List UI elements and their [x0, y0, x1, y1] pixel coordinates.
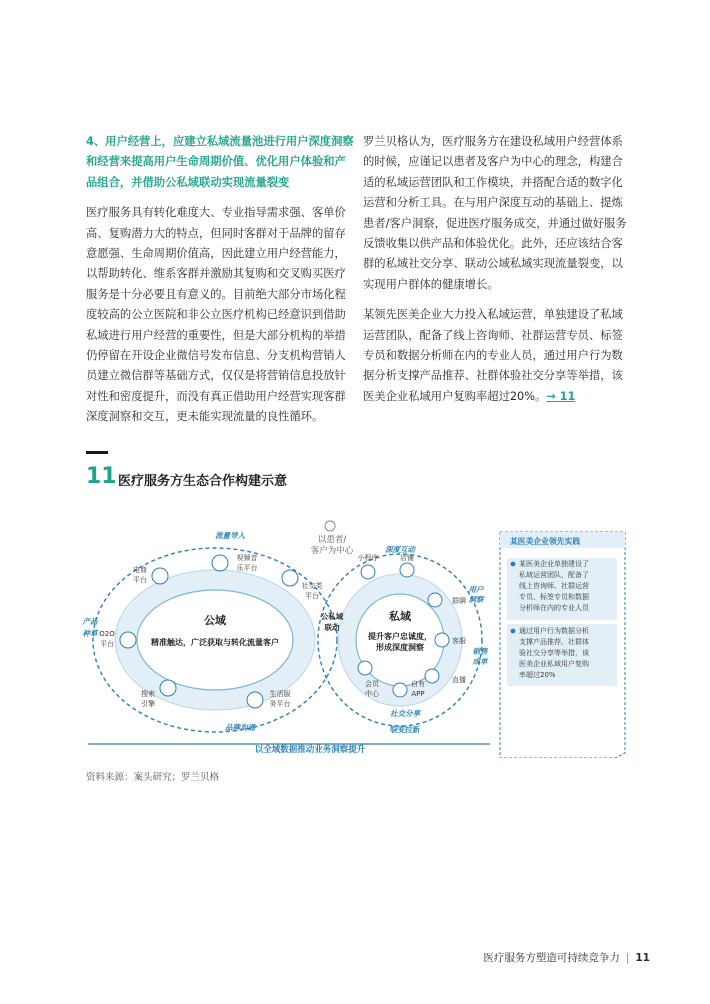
public-node-label: 生活服 [269, 690, 291, 698]
private-node-label: APP [411, 690, 425, 698]
private-node-label: 中心 [365, 690, 379, 698]
private-node-store [400, 553, 414, 577]
arc-label-brand-comm: 品牌沟通 [225, 723, 255, 732]
case-item1-line: 私域运营团队，配备了 [519, 571, 589, 579]
left-column [86, 132, 354, 438]
arc-label-fission: 裂变拉新 [390, 725, 420, 734]
public-node-label: O2O [99, 630, 115, 638]
private-node-label: 小程序 [357, 554, 379, 562]
private-node-label: 群聊 [452, 597, 466, 605]
figure-ref-link[interactable]: → 11 [546, 389, 576, 403]
private-node-label: 自有 [411, 680, 425, 688]
arc-label-traffic-import: 流量导入 [215, 531, 245, 540]
public-node-ecommerce [133, 565, 168, 584]
center-label-top: 以患者/ [317, 535, 347, 545]
private-node-miniprogram [358, 553, 379, 579]
patient-icon [325, 521, 335, 531]
private-domain-title: 私域 [389, 610, 411, 623]
left-body-paragraph: 医疗服务具有转化难度大、专业指导需求强、客单价高、复购潜力大的特点，但同时客群对于品牌的留存意愿强、生命周期价值高，因此建立用户经营能力，以帮助转化、维系客群并激励其复购和交叉购买医疗服务是十分必要且有意义的。目前绝大部分市场化程度较高的公立医院和非公立医疗机构已经意识到借助私域进行用户经营的重要性，但是大部分机构的举措仍停留在开设企业微信号发布信息、分支机构营销人员建立微信群等基础方式，仅仅是将营销信息投放针对性和密度提升，而没有真正借助用户经营实现客群深度洞察和交互，更未能实现流量的良性循环。 [86, 206, 346, 424]
case-item2-line: 通过用户行为数据分析 [519, 627, 589, 635]
public-domain-subtitle: 精准触达，广泛获取与转化流量客户 [151, 638, 279, 647]
figure-number: 11 [86, 464, 117, 489]
case-item2-line: 验社交分享等举措，该 [519, 649, 589, 657]
private-node-label: 直播 [452, 676, 466, 684]
right-paragraph-2-text: 某领先医美企业大力投入私域运营，单独建设了私域运营团队，配备了线上咨询师、社群运营专员、标签专员和数据分析师在内的专业人员，通过用户行为数据分析支撑产品推荐、社群体验社交分享等举措，该医美企业私域用户复购率超过20%。 [363, 308, 623, 403]
ecosystem-diagram [80, 518, 640, 758]
arc-label-social-share: 社交分享 [390, 709, 420, 718]
page-footer [483, 950, 650, 965]
private-domain-subtitle-1: 提升客户忠诚度， [368, 632, 432, 641]
arc-label-sales-close: 销售 [472, 647, 488, 656]
arc-label-user-insight: 洞察 [468, 595, 484, 604]
arc-label-product-seed: 产品 [82, 617, 98, 626]
right-paragraph-1: 罗兰贝格认为，医疗服务方在建设私域用户经营体系的时候，应谨记以患者及客户为中心的理念，构建合适的私域运营团队和工作模块，并搭配合适的数字化运营和分析工具。在与用户深度互动的基础上、提炼患者/客户洞察，促进医疗服务成交，并通过做好服务反馈收集以供产品和体验优化。此外，还应该结合客群的私域社交分享、联动公域私域实现流量裂变，以实现用户群体的健康增长。 [363, 135, 627, 291]
public-node-label: 社交类 [301, 582, 323, 590]
public-node-video [212, 553, 258, 572]
case-item1-line: 专员、标签专员和数据 [519, 593, 589, 601]
case-item2-line: 医美企业私域用户复购 [519, 660, 589, 668]
arc-label-deep-interaction: 深度互动 [385, 545, 415, 554]
public-node-label: 平台 [305, 592, 319, 600]
figure-title: 医疗服务方生态合作构建示意 [118, 474, 288, 489]
public-node-label: 电商 [133, 566, 147, 574]
public-node-label: 务平台 [269, 700, 291, 708]
figure-divider [86, 451, 108, 454]
center-label-bottom: 客户为中心 [310, 546, 354, 556]
private-node-label: 客服 [452, 637, 466, 645]
case-item1-line: 某医美企业单独建设了 [519, 560, 589, 568]
public-node-label: 平台 [133, 576, 147, 584]
private-node-label: 会员 [365, 680, 379, 688]
bullet-icon [511, 629, 516, 634]
public-node-label: 乐平台 [236, 564, 258, 572]
case-box-title: 某医美企业领先实践 [510, 537, 581, 546]
public-domain-title: 公域 [204, 614, 226, 627]
arc-label-user-insight: 用户 [468, 585, 484, 594]
case-item1-line: 分析师在内的专业人员 [519, 604, 589, 612]
case-item1-line: 线上咨询师、社群运营 [519, 582, 589, 590]
public-node-label: 平台 [100, 640, 114, 648]
page-number: 11 [635, 952, 650, 964]
public-node-label: 视频音 [236, 554, 258, 562]
bullet-icon [511, 562, 516, 567]
bottom-banner-text: 以全域数据推动业务洞察提升 [254, 745, 366, 755]
right-paragraph-2 [363, 305, 629, 407]
public-node-label: 搜索 [141, 690, 155, 698]
case-item2-line: 支撑产品推荐、社群体 [519, 638, 589, 646]
right-column [363, 132, 629, 417]
footer-title: 医疗服务方塑造可持续竞争力 [483, 952, 620, 964]
case-item2-line: 率超过20% [519, 671, 556, 679]
private-node-label: 店铺 [400, 554, 414, 562]
public-node-label: 引擎 [141, 700, 155, 708]
source-note: 资料来源：案头研究；罗兰贝格 [86, 772, 220, 783]
link-label-1: 公私域 [320, 612, 344, 621]
private-domain-subtitle-2: 形成深度洞察 [376, 643, 424, 652]
section-heading: 4、用户经营上，应建立私域流量池进行用户深度洞察和经营来提高用户生命周期价值、优化用户体验和产品组合，并借助公私域联动实现流量裂变 [86, 135, 354, 189]
link-label-2: 联动 [324, 623, 340, 632]
arc-label-sales-close: 成单 [472, 657, 488, 666]
footer-separator: | [625, 952, 630, 964]
case-box [500, 532, 625, 758]
arc-label-product-seed: 种草 [82, 629, 98, 638]
